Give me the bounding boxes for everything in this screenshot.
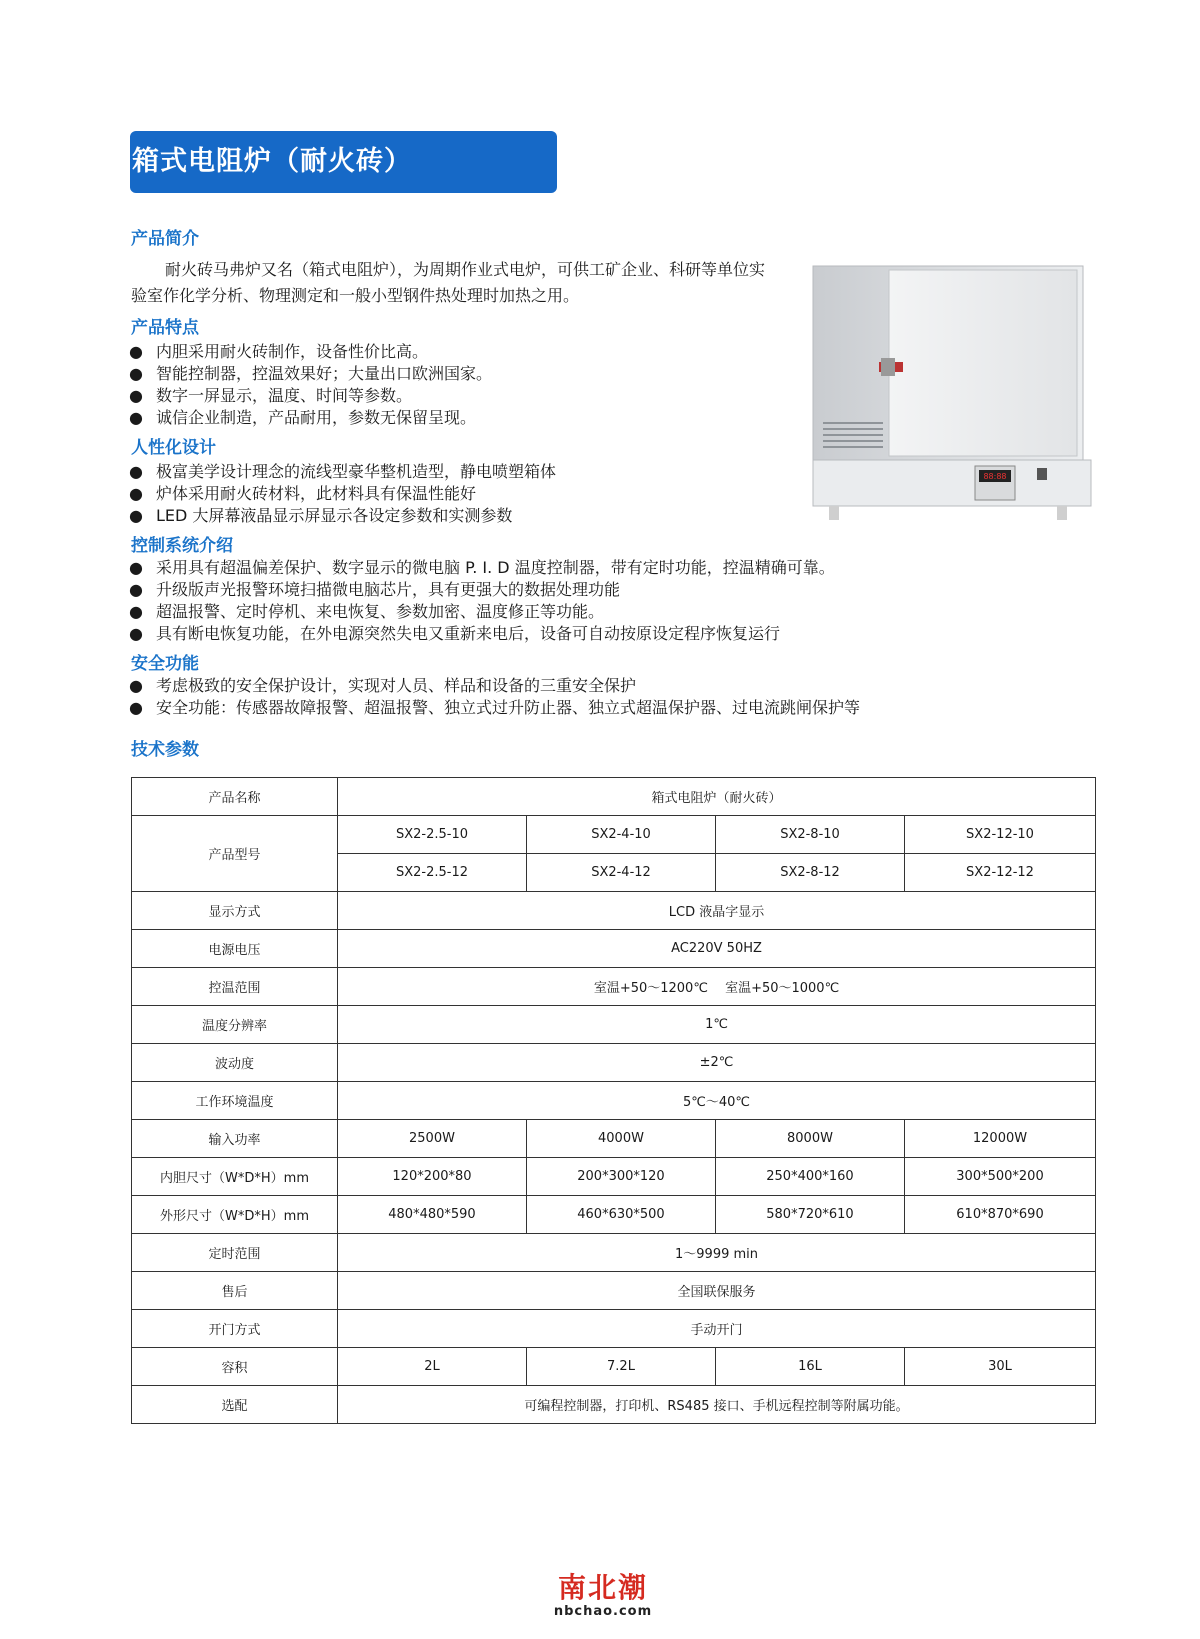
page-title-banner	[130, 131, 557, 193]
section-title-tech: 技术参数	[131, 740, 199, 760]
section-title-safety: 安全功能	[131, 654, 199, 674]
table-cell: ±2℃	[338, 1044, 1096, 1082]
list-item: ● 安全功能：传感器故障报警、超温报警、独立式过升防止器、独立式超温保护器、过电流跳闸保护等	[129, 698, 861, 717]
bullet-icon: ●	[129, 408, 143, 427]
table-row	[132, 1348, 1096, 1386]
table-cell: 4000W	[527, 1120, 716, 1158]
footer-logo	[548, 1572, 658, 1619]
table-row	[132, 1272, 1096, 1310]
design-list	[129, 461, 556, 527]
table-cell: 手动开门	[338, 1310, 1096, 1348]
table-row	[132, 1158, 1096, 1196]
bullet-icon: ●	[129, 364, 143, 383]
table-cell: SX2-2.5-12	[338, 854, 527, 892]
table-cell: 全国联保服务	[338, 1272, 1096, 1310]
table-cell: SX2-4-10	[527, 816, 716, 854]
section-title-control: 控制系统介绍	[131, 536, 233, 556]
table-cell-label: 选配	[132, 1386, 338, 1424]
table-row	[132, 1120, 1096, 1158]
table-cell: SX2-8-12	[716, 854, 905, 892]
logo-cn: 南北潮	[557, 1571, 648, 1604]
list-item: ● 超温报警、定时停机、来电恢复、参数加密、温度修正等功能。	[129, 602, 605, 621]
table-cell: 5℃～40℃	[338, 1082, 1096, 1120]
table-cell: 2L	[338, 1348, 527, 1386]
table-cell: 30L	[905, 1348, 1096, 1386]
table-cell: 580*720*610	[716, 1196, 905, 1234]
bullet-icon: ●	[129, 506, 143, 525]
table-row	[132, 1386, 1096, 1424]
table-cell: SX2-2.5-10	[338, 816, 527, 854]
table-cell: SX2-8-10	[716, 816, 905, 854]
bullet-icon: ●	[129, 386, 143, 405]
table-cell-label: 内胆尺寸（W*D*H）mm	[132, 1158, 338, 1196]
list-item: ● 升级版声光报警环境扫描微电脑芯片，具有更强大的数据处理功能	[129, 580, 621, 599]
table-row	[132, 1044, 1096, 1082]
bullet-icon: ●	[129, 462, 143, 481]
table-cell: 12000W	[905, 1120, 1096, 1158]
bullet-icon: ●	[129, 558, 143, 577]
table-row	[132, 1196, 1096, 1234]
table-cell: 1～9999 min	[338, 1234, 1096, 1272]
list-item: ● 极富美学设计理念的流线型豪华整机造型，静电喷塑箱体	[129, 462, 557, 481]
bullet-icon: ●	[129, 698, 143, 717]
bullet-icon: ●	[129, 676, 143, 695]
table-cell: 室温+50～1200℃ 室温+50～1000℃	[338, 968, 1096, 1006]
table-cell-label: 定时范围	[132, 1234, 338, 1272]
table-row	[132, 816, 1096, 854]
table-row	[132, 892, 1096, 930]
table-row	[132, 930, 1096, 968]
list-item: ● 具有断电恢复功能，在外电源突然失电又重新来电后，设备可自动按原设定程序恢复运行	[129, 624, 781, 643]
table-row	[132, 1006, 1096, 1044]
table-row	[132, 778, 1096, 816]
bullet-icon: ●	[129, 624, 143, 643]
spec-table	[131, 777, 1096, 1424]
features-list	[129, 341, 492, 429]
list-item: ● 诚信企业制造，产品耐用，参数无保留呈现。	[129, 408, 477, 427]
table-cell-label: 显示方式	[132, 892, 338, 930]
table-cell: AC220V 50HZ	[338, 930, 1096, 968]
furnace-product-image	[805, 262, 1095, 525]
table-cell: 7.2L	[527, 1348, 716, 1386]
table-cell: 120*200*80	[338, 1158, 527, 1196]
list-item: ● 考虑极致的安全保护设计，实现对人员、样品和设备的三重安全保护	[129, 676, 637, 695]
intro-paragraph	[131, 257, 771, 309]
control-list	[129, 557, 835, 645]
logo-en: nbchao.com	[553, 1604, 653, 1619]
table-cell: SX2-12-10	[905, 816, 1096, 854]
table-cell: 16L	[716, 1348, 905, 1386]
page-title: 箱式电阻炉（耐火砖）	[132, 146, 412, 177]
table-cell-label: 外形尺寸（W*D*H）mm	[132, 1196, 338, 1234]
table-row	[132, 1082, 1096, 1120]
table-cell: 300*500*200	[905, 1158, 1096, 1196]
table-cell: 1℃	[338, 1006, 1096, 1044]
table-cell-label: 售后	[132, 1272, 338, 1310]
list-item: ● 炉体采用耐火砖材料，此材料具有保温性能好	[129, 484, 477, 503]
table-cell-label: 输入功率	[132, 1120, 338, 1158]
list-item: ● 智能控制器，控温效果好；大量出口欧洲国家。	[129, 364, 493, 383]
table-cell-label: 工作环境温度	[132, 1082, 338, 1120]
safety-list	[129, 675, 860, 719]
bullet-icon: ●	[129, 484, 143, 503]
table-cell: SX2-12-12	[905, 854, 1096, 892]
table-cell-label: 波动度	[132, 1044, 338, 1082]
table-cell: 610*870*690	[905, 1196, 1096, 1234]
list-item: ● 内胆采用耐火砖制作，设备性价比高。	[129, 342, 429, 361]
table-cell-label: 温度分辨率	[132, 1006, 338, 1044]
table-cell: 2500W	[338, 1120, 527, 1158]
table-cell-label: 产品型号	[132, 816, 338, 892]
table-cell-label: 电源电压	[132, 930, 338, 968]
table-cell: 箱式电阻炉（耐火砖）	[338, 778, 1096, 816]
section-title-intro: 产品简介	[131, 229, 199, 249]
table-cell: 200*300*120	[527, 1158, 716, 1196]
bullet-icon: ●	[129, 602, 143, 621]
table-row	[132, 1310, 1096, 1348]
list-item: ● 采用具有超温偏差保护、数字显示的微电脑 P. I. D 温度控制器，带有定时功能，控温精确可靠。	[129, 558, 835, 577]
table-cell-label: 容积	[132, 1348, 338, 1386]
list-item: ● LED 大屏幕液晶显示屏显示各设定参数和实测参数	[129, 506, 513, 525]
table-cell: SX2-4-12	[527, 854, 716, 892]
table-cell: 8000W	[716, 1120, 905, 1158]
bullet-icon: ●	[129, 580, 143, 599]
table-cell: 480*480*590	[338, 1196, 527, 1234]
section-title-design: 人性化设计	[131, 438, 216, 458]
table-row	[132, 968, 1096, 1006]
table-cell-label: 开门方式	[132, 1310, 338, 1348]
intro-text: 耐火砖马弗炉又名（箱式电阻炉），为周期作业式电炉，可供工矿企业、科研等单位实验室作化学分析、物理测定和一般小型钢件热处理时加热之用。	[131, 260, 766, 305]
list-item: ● 数字一屏显示，温度、时间等参数。	[129, 386, 413, 405]
table-cell: 可编程控制器，打印机、RS485 接口、手机远程控制等附属功能。	[338, 1386, 1096, 1424]
table-cell: LCD 液晶字显示	[338, 892, 1096, 930]
section-title-features: 产品特点	[131, 318, 199, 338]
controller-display: 88:88	[983, 472, 1007, 481]
table-cell: 460*630*500	[527, 1196, 716, 1234]
bullet-icon: ●	[129, 342, 143, 361]
table-cell: 250*400*160	[716, 1158, 905, 1196]
table-cell-label: 控温范围	[132, 968, 338, 1006]
table-cell-label: 产品名称	[132, 778, 338, 816]
table-row	[132, 1234, 1096, 1272]
